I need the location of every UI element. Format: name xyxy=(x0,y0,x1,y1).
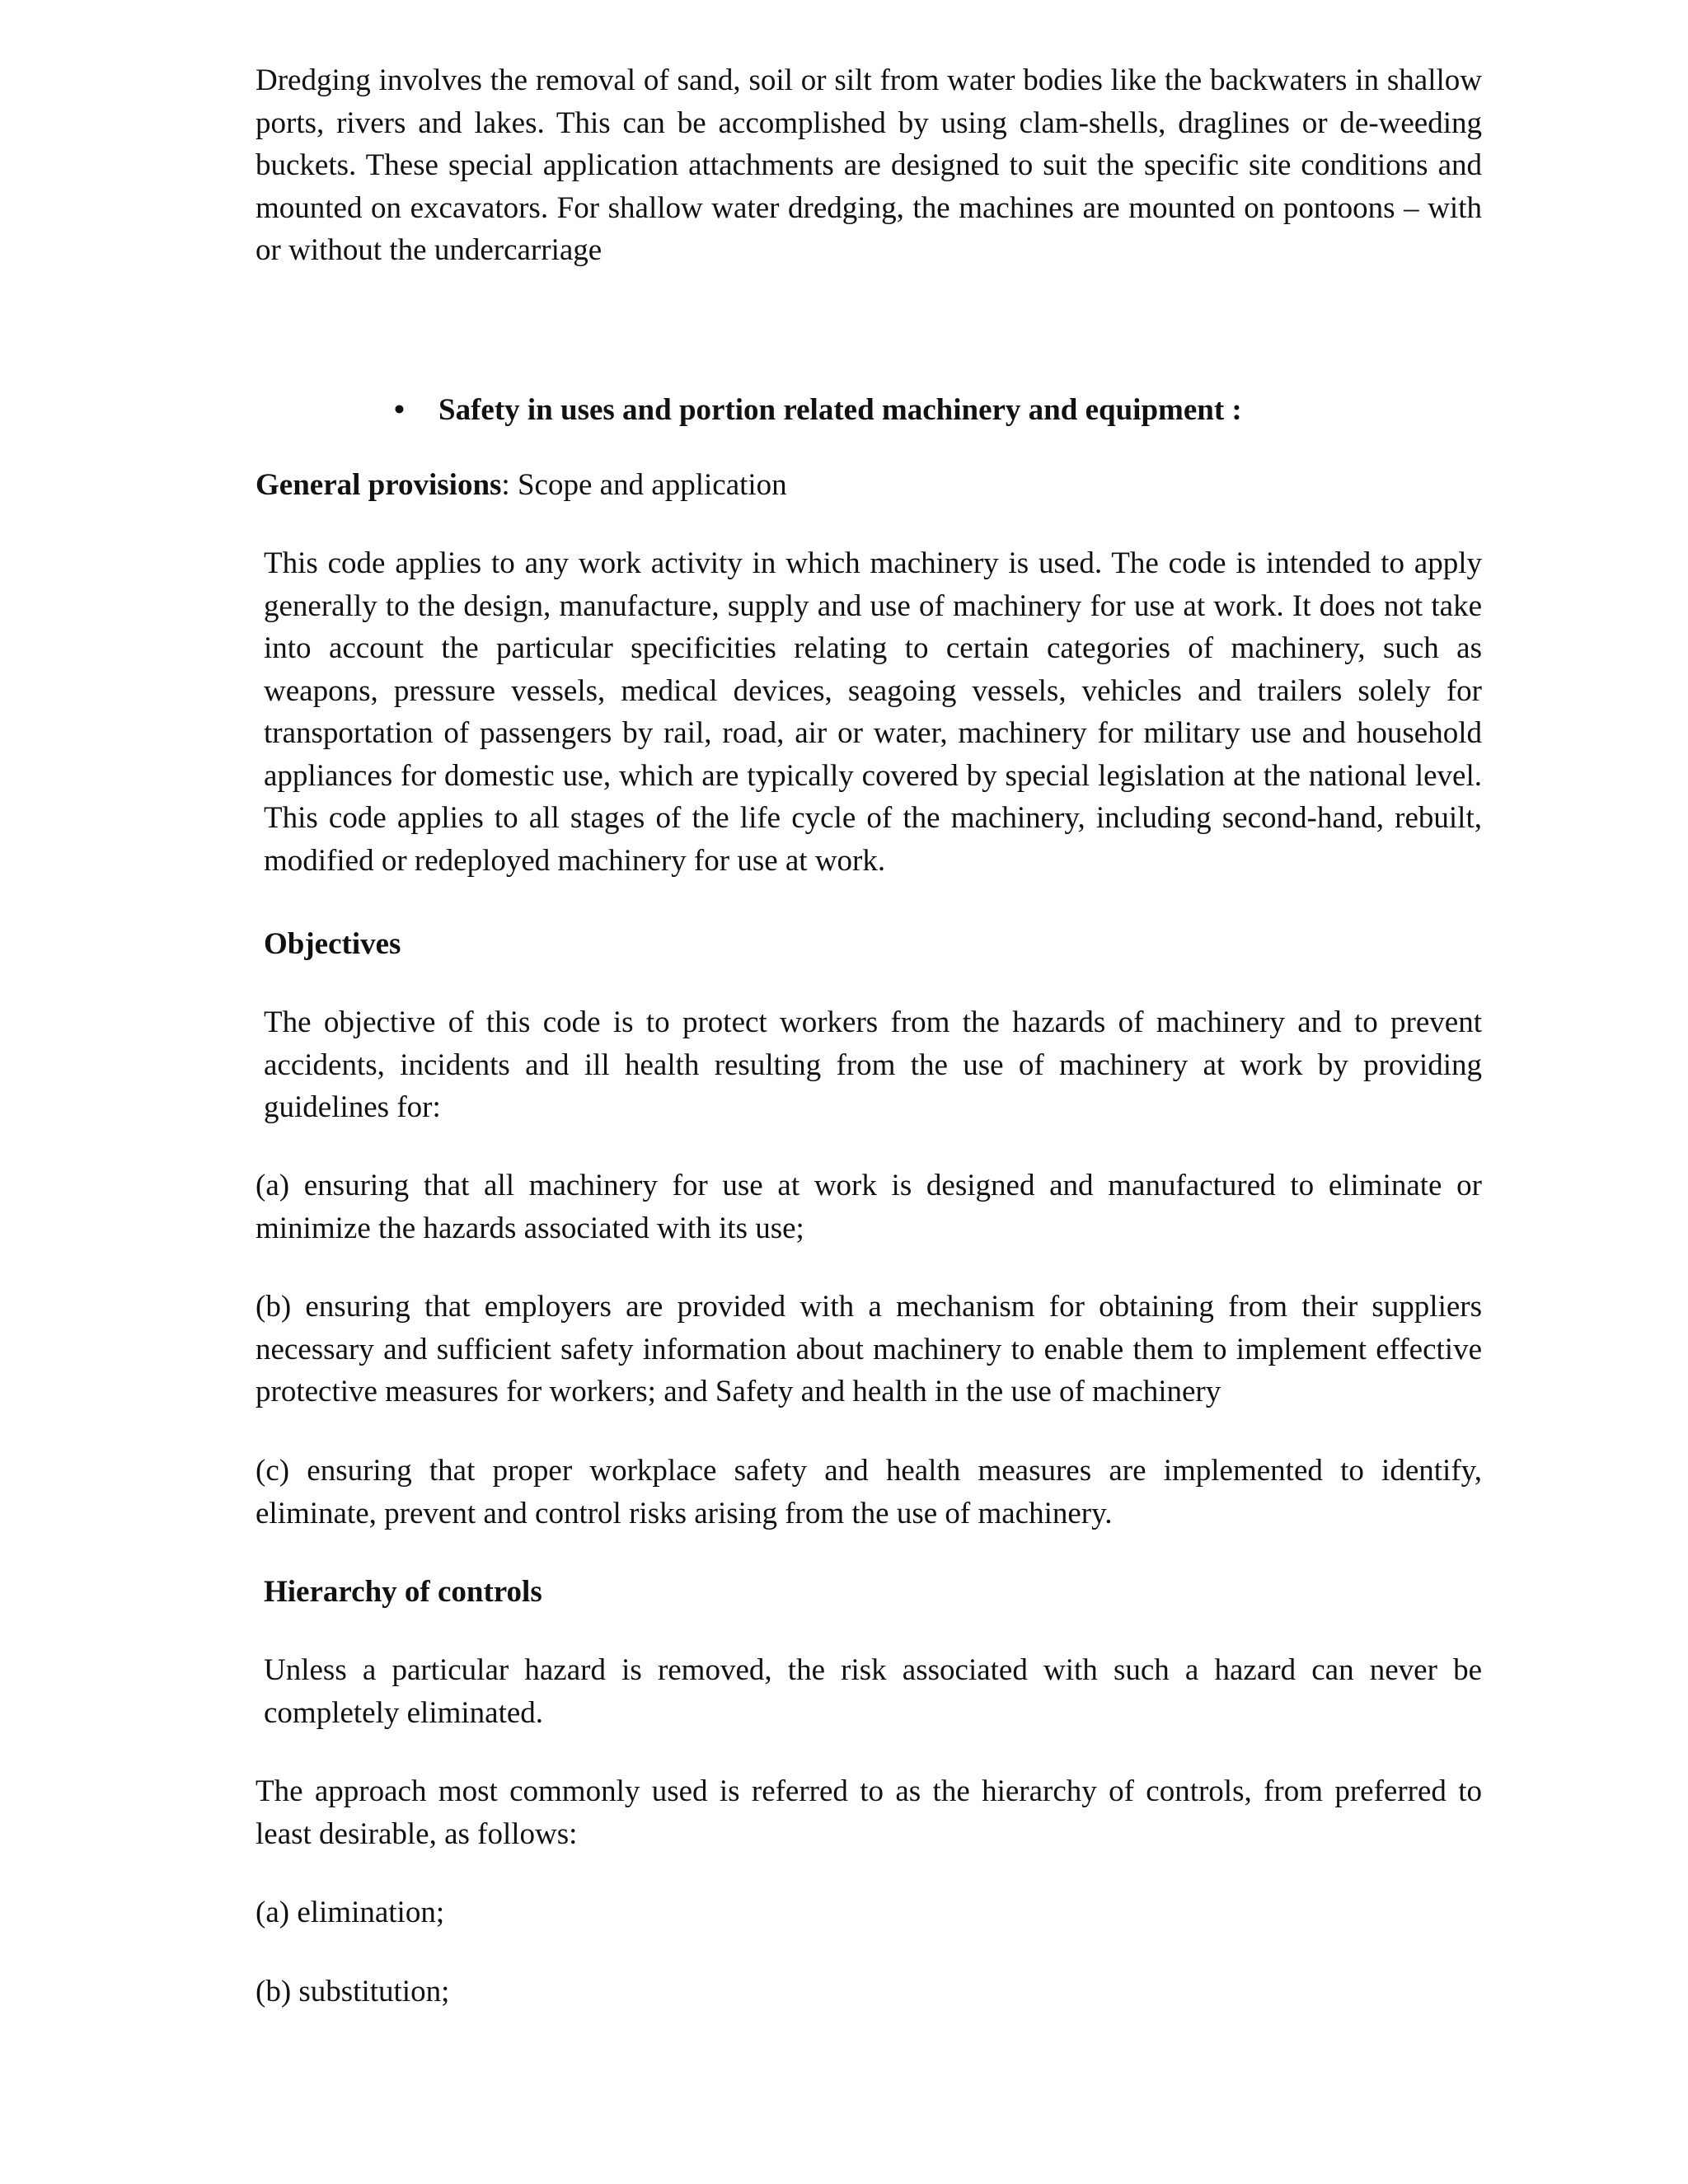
hierarchy-item-b: (b) substitution; xyxy=(256,1975,450,2008)
hierarchy-paragraph-2: The approach most commonly used is referred to as the hierarchy of controls, from preferred to least desirable, as follows: xyxy=(256,1774,1482,1851)
hierarchy-item-a: (a) elimination; xyxy=(256,1896,445,1929)
general-provisions-line xyxy=(256,464,1482,507)
hierarchy-heading: Hierarchy of controls xyxy=(264,1575,542,1609)
objectives-paragraph: The objective of this code is to protect workers from the hazards of machinery and to prevent accidents, incidents and ill health resulting from the use of machinery at work by providing guidelines for: xyxy=(264,1005,1482,1124)
objectives-heading: Objectives xyxy=(264,927,401,961)
objective-item-c: (c) ensuring that proper workplace safety and health measures are implemented to identify, eliminate, prevent and control risks arising from the use of machinery. xyxy=(256,1454,1482,1530)
objective-item-a: (a) ensuring that all machinery for use at work is designed and manufactured to eliminate or minimize the hazards associated with its use; xyxy=(256,1169,1482,1245)
bullet-heading-text: Safety in uses and portion related machinery and equipment : xyxy=(438,393,1242,427)
general-provisions-label: General provisions xyxy=(256,468,502,502)
general-provisions-rest: : Scope and application xyxy=(501,468,787,502)
general-provisions-paragraph: This code applies to any work activity in which machinery is used. The code is intended to apply generally to the design, manufacture, supply and use of machinery for use at work. It does not take into account the particular specificities relating to certain categories of machinery, such as weapons, pressure vessels, medical devices, seagoing vessels, vehicles and trailers solely for transportation of passengers by rail, road, air or water, machinery for military use and household appliances for domestic use, which are typically covered by special legislation at the national level. This code applies to all stages of the life cycle of the machinery, including second-hand, rebuilt, modified or redeployed machinery for use at work. xyxy=(264,546,1482,878)
objective-item-b: (b) ensuring that employers are provided with a mechanism for obtaining from their suppliers necessary and sufficient safety information about machinery to enable them to implement effective protective measures for workers; and Safety and health in the use of machinery xyxy=(256,1290,1482,1408)
hierarchy-paragraph-1: Unless a particular hazard is removed, the risk associated with such a hazard can never be completely eliminated. xyxy=(264,1653,1482,1730)
intro-paragraph: Dredging involves the removal of sand, soil or silt from water bodies like the backwaters in shallow ports, rivers and lakes. This can be accomplished by using clam-shells, draglines or de-weeding buckets. These special application attachments are designed to suit the specific site conditions and mounted on excavators. For shallow water dredging, the machines are mounted on pontoons – with or without the undercarriage xyxy=(256,63,1482,267)
bullet-icon: • xyxy=(394,393,405,427)
bullet-heading xyxy=(394,389,1507,432)
